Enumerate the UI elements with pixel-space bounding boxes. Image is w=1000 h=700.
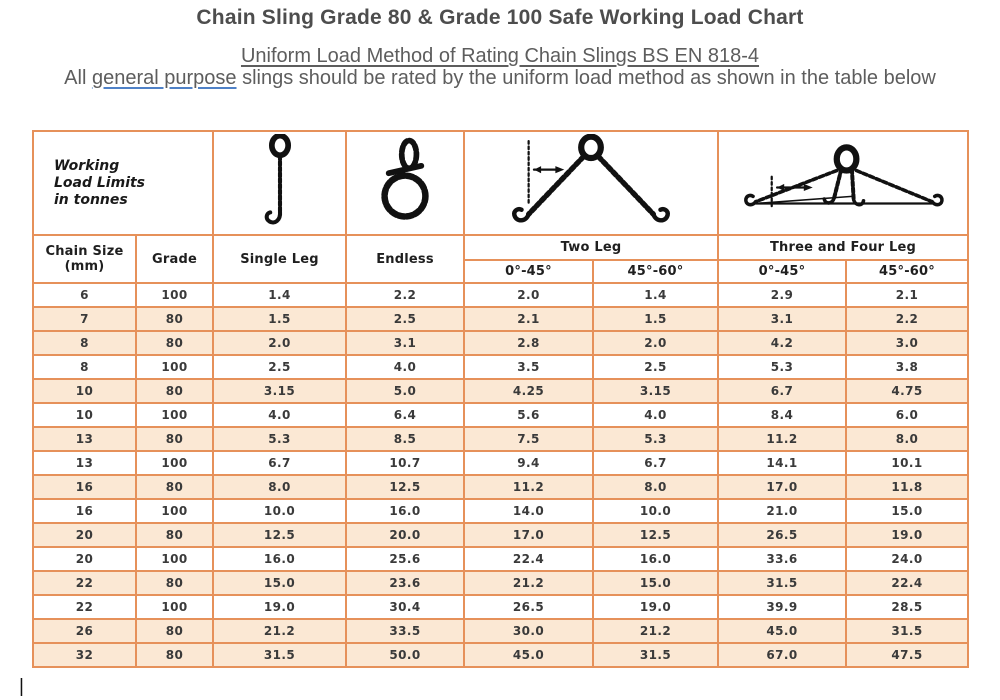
cell-chain-size: 10 bbox=[33, 379, 136, 403]
header-grade: Grade bbox=[136, 235, 213, 283]
cell-chain-size: 22 bbox=[33, 571, 136, 595]
cell-three-four-high: 4.75 bbox=[846, 379, 968, 403]
header-two-leg-angle-high: 45°-60° bbox=[593, 260, 718, 283]
cell-grade: 80 bbox=[136, 475, 213, 499]
cell-two-leg-high: 15.0 bbox=[593, 571, 718, 595]
cell-single-leg: 1.5 bbox=[213, 307, 346, 331]
cell-endless: 5.0 bbox=[346, 379, 464, 403]
cell-three-four-high: 3.8 bbox=[846, 355, 968, 379]
cell-single-leg: 12.5 bbox=[213, 523, 346, 547]
cell-two-leg-high: 2.0 bbox=[593, 331, 718, 355]
cell-chain-size: 10 bbox=[33, 403, 136, 427]
table-row bbox=[33, 427, 968, 451]
header-three-four-leg: Three and Four Leg bbox=[718, 235, 968, 260]
intro-suffix: slings should be rated by the uniform load method as shown in the table below bbox=[236, 67, 936, 89]
cell-single-leg: 19.0 bbox=[213, 595, 346, 619]
cell-three-four-low: 5.3 bbox=[718, 355, 846, 379]
table-row bbox=[33, 571, 968, 595]
cell-two-leg-high: 1.4 bbox=[593, 283, 718, 307]
cell-single-leg: 31.5 bbox=[213, 643, 346, 667]
cell-single-leg: 15.0 bbox=[213, 571, 346, 595]
cell-grade: 80 bbox=[136, 643, 213, 667]
cell-three-four-low: 6.7 bbox=[718, 379, 846, 403]
table-row bbox=[33, 499, 968, 523]
cell-chain-size: 16 bbox=[33, 499, 136, 523]
cell-endless: 50.0 bbox=[346, 643, 464, 667]
cell-two-leg-high: 3.15 bbox=[593, 379, 718, 403]
cell-two-leg-low: 7.5 bbox=[464, 427, 593, 451]
cell-endless: 25.6 bbox=[346, 547, 464, 571]
cell-single-leg: 2.5 bbox=[213, 355, 346, 379]
cell-single-leg: 2.0 bbox=[213, 331, 346, 355]
cell-two-leg-high: 19.0 bbox=[593, 595, 718, 619]
cell-three-four-low: 3.1 bbox=[718, 307, 846, 331]
cell-two-leg-high: 21.2 bbox=[593, 619, 718, 643]
cell-three-four-low: 17.0 bbox=[718, 475, 846, 499]
cell-three-four-high: 15.0 bbox=[846, 499, 968, 523]
cell-chain-size: 8 bbox=[33, 355, 136, 379]
cell-single-leg: 1.4 bbox=[213, 283, 346, 307]
cell-three-four-high: 31.5 bbox=[846, 619, 968, 643]
cell-chain-size: 13 bbox=[33, 427, 136, 451]
cell-grade: 80 bbox=[136, 427, 213, 451]
cell-three-four-low: 11.2 bbox=[718, 427, 846, 451]
header-single-leg: Single Leg bbox=[213, 235, 346, 283]
header-row-1 bbox=[33, 235, 968, 260]
cell-chain-size: 20 bbox=[33, 523, 136, 547]
cell-two-leg-high: 4.0 bbox=[593, 403, 718, 427]
cell-chain-size: 32 bbox=[33, 643, 136, 667]
cell-grade: 100 bbox=[136, 403, 213, 427]
endless-chain-image bbox=[346, 131, 464, 235]
table-row bbox=[33, 283, 968, 307]
cell-three-four-low: 4.2 bbox=[718, 331, 846, 355]
cell-three-four-high: 47.5 bbox=[846, 643, 968, 667]
cell-chain-size: 8 bbox=[33, 331, 136, 355]
cell-endless: 23.6 bbox=[346, 571, 464, 595]
cell-three-four-low: 14.1 bbox=[718, 451, 846, 475]
cell-two-leg-high: 16.0 bbox=[593, 547, 718, 571]
cell-two-leg-low: 4.25 bbox=[464, 379, 593, 403]
data-rows bbox=[33, 283, 968, 667]
table-row bbox=[33, 307, 968, 331]
cell-two-leg-low: 5.6 bbox=[464, 403, 593, 427]
intro-prefix: All bbox=[64, 67, 92, 89]
cell-endless: 6.4 bbox=[346, 403, 464, 427]
cell-endless: 4.0 bbox=[346, 355, 464, 379]
cell-three-four-high: 22.4 bbox=[846, 571, 968, 595]
table-row bbox=[33, 355, 968, 379]
general-purpose-link[interactable]: general purpose bbox=[91, 67, 237, 89]
table-row bbox=[33, 523, 968, 547]
cell-endless: 3.1 bbox=[346, 331, 464, 355]
cell-chain-size: 13 bbox=[33, 451, 136, 475]
cell-two-leg-high: 6.7 bbox=[593, 451, 718, 475]
cell-grade: 100 bbox=[136, 355, 213, 379]
cell-grade: 80 bbox=[136, 331, 213, 355]
cell-single-leg: 21.2 bbox=[213, 619, 346, 643]
corner-cell bbox=[33, 131, 213, 235]
table-row bbox=[33, 451, 968, 475]
cell-single-leg: 8.0 bbox=[213, 475, 346, 499]
cell-three-four-high: 8.0 bbox=[846, 427, 968, 451]
cell-grade: 80 bbox=[136, 307, 213, 331]
cell-two-leg-low: 9.4 bbox=[464, 451, 593, 475]
cell-chain-size: 7 bbox=[33, 307, 136, 331]
cell-endless: 30.4 bbox=[346, 595, 464, 619]
cell-chain-size: 20 bbox=[33, 547, 136, 571]
table-row bbox=[33, 403, 968, 427]
cell-three-four-low: 67.0 bbox=[718, 643, 846, 667]
cell-two-leg-high: 8.0 bbox=[593, 475, 718, 499]
cell-single-leg: 3.15 bbox=[213, 379, 346, 403]
cell-three-four-low: 8.4 bbox=[718, 403, 846, 427]
table-row bbox=[33, 379, 968, 403]
cell-two-leg-low: 21.2 bbox=[464, 571, 593, 595]
cell-three-four-high: 28.5 bbox=[846, 595, 968, 619]
cell-three-four-high: 24.0 bbox=[846, 547, 968, 571]
two-leg-sling-image bbox=[464, 131, 718, 235]
cell-endless: 2.5 bbox=[346, 307, 464, 331]
cell-single-leg: 16.0 bbox=[213, 547, 346, 571]
cell-three-four-low: 31.5 bbox=[718, 571, 846, 595]
cell-grade: 80 bbox=[136, 523, 213, 547]
page-title: Chain Sling Grade 80 & Grade 100 Safe Working Load Chart bbox=[196, 6, 804, 29]
cell-two-leg-high: 31.5 bbox=[593, 643, 718, 667]
header-endless: Endless bbox=[346, 235, 464, 283]
cell-three-four-high: 2.1 bbox=[846, 283, 968, 307]
corner-label: Working Load Limits in tonnes bbox=[54, 157, 146, 208]
cell-three-four-low: 2.9 bbox=[718, 283, 846, 307]
table-row bbox=[33, 619, 968, 643]
table-row bbox=[33, 475, 968, 499]
cell-two-leg-low: 14.0 bbox=[464, 499, 593, 523]
cell-single-leg: 6.7 bbox=[213, 451, 346, 475]
cell-endless: 8.5 bbox=[346, 427, 464, 451]
cell-two-leg-low: 22.4 bbox=[464, 547, 593, 571]
cell-three-four-high: 2.2 bbox=[846, 307, 968, 331]
cell-three-four-low: 33.6 bbox=[718, 547, 846, 571]
cell-three-four-high: 6.0 bbox=[846, 403, 968, 427]
header-two-leg: Two Leg bbox=[464, 235, 718, 260]
cell-grade: 100 bbox=[136, 451, 213, 475]
table-row bbox=[33, 643, 968, 667]
cell-endless: 2.2 bbox=[346, 283, 464, 307]
cell-three-four-high: 10.1 bbox=[846, 451, 968, 475]
cell-two-leg-low: 11.2 bbox=[464, 475, 593, 499]
cell-grade: 100 bbox=[136, 595, 213, 619]
cell-endless: 10.7 bbox=[346, 451, 464, 475]
text-cursor: | bbox=[19, 676, 24, 697]
cell-two-leg-high: 5.3 bbox=[593, 427, 718, 451]
cell-two-leg-low: 26.5 bbox=[464, 595, 593, 619]
cell-grade: 100 bbox=[136, 547, 213, 571]
cell-two-leg-low: 2.0 bbox=[464, 283, 593, 307]
cell-endless: 12.5 bbox=[346, 475, 464, 499]
cell-two-leg-low: 45.0 bbox=[464, 643, 593, 667]
cell-three-four-high: 19.0 bbox=[846, 523, 968, 547]
cell-three-four-low: 26.5 bbox=[718, 523, 846, 547]
cell-three-four-low: 21.0 bbox=[718, 499, 846, 523]
cell-endless: 20.0 bbox=[346, 523, 464, 547]
header-three-four-angle-high: 45°-60° bbox=[846, 260, 968, 283]
cell-two-leg-low: 30.0 bbox=[464, 619, 593, 643]
header-chain-size: Chain Size (mm) bbox=[33, 235, 136, 283]
cell-two-leg-low: 2.8 bbox=[464, 331, 593, 355]
table-row bbox=[33, 595, 968, 619]
cell-two-leg-high: 10.0 bbox=[593, 499, 718, 523]
cell-chain-size: 16 bbox=[33, 475, 136, 499]
intro-paragraph bbox=[10, 67, 990, 89]
cell-single-leg: 4.0 bbox=[213, 403, 346, 427]
cell-grade: 80 bbox=[136, 379, 213, 403]
cell-three-four-high: 3.0 bbox=[846, 331, 968, 355]
cell-three-four-low: 39.9 bbox=[718, 595, 846, 619]
three-and-four-leg-sling-image bbox=[718, 131, 968, 235]
working-load-limit-table bbox=[32, 130, 969, 668]
cell-two-leg-high: 1.5 bbox=[593, 307, 718, 331]
header-two-leg-angle-low: 0°-45° bbox=[464, 260, 593, 283]
cell-two-leg-high: 2.5 bbox=[593, 355, 718, 379]
header-three-four-angle-low: 0°-45° bbox=[718, 260, 846, 283]
cell-single-leg: 5.3 bbox=[213, 427, 346, 451]
cell-two-leg-low: 17.0 bbox=[464, 523, 593, 547]
cell-endless: 33.5 bbox=[346, 619, 464, 643]
cell-grade: 80 bbox=[136, 619, 213, 643]
cell-chain-size: 22 bbox=[33, 595, 136, 619]
cell-grade: 100 bbox=[136, 499, 213, 523]
cell-single-leg: 10.0 bbox=[213, 499, 346, 523]
cell-chain-size: 26 bbox=[33, 619, 136, 643]
single-leg-chain-image bbox=[213, 131, 346, 235]
cell-chain-size: 6 bbox=[33, 283, 136, 307]
cell-three-four-low: 45.0 bbox=[718, 619, 846, 643]
subtitle: Uniform Load Method of Rating Chain Slings BS EN 818-4 bbox=[240, 45, 760, 67]
illustration-row bbox=[33, 131, 968, 235]
cell-two-leg-high: 12.5 bbox=[593, 523, 718, 547]
cell-two-leg-low: 3.5 bbox=[464, 355, 593, 379]
cell-grade: 80 bbox=[136, 571, 213, 595]
cell-grade: 100 bbox=[136, 283, 213, 307]
cell-two-leg-low: 2.1 bbox=[464, 307, 593, 331]
cell-three-four-high: 11.8 bbox=[846, 475, 968, 499]
table-row bbox=[33, 331, 968, 355]
table-row bbox=[33, 547, 968, 571]
cell-endless: 16.0 bbox=[346, 499, 464, 523]
